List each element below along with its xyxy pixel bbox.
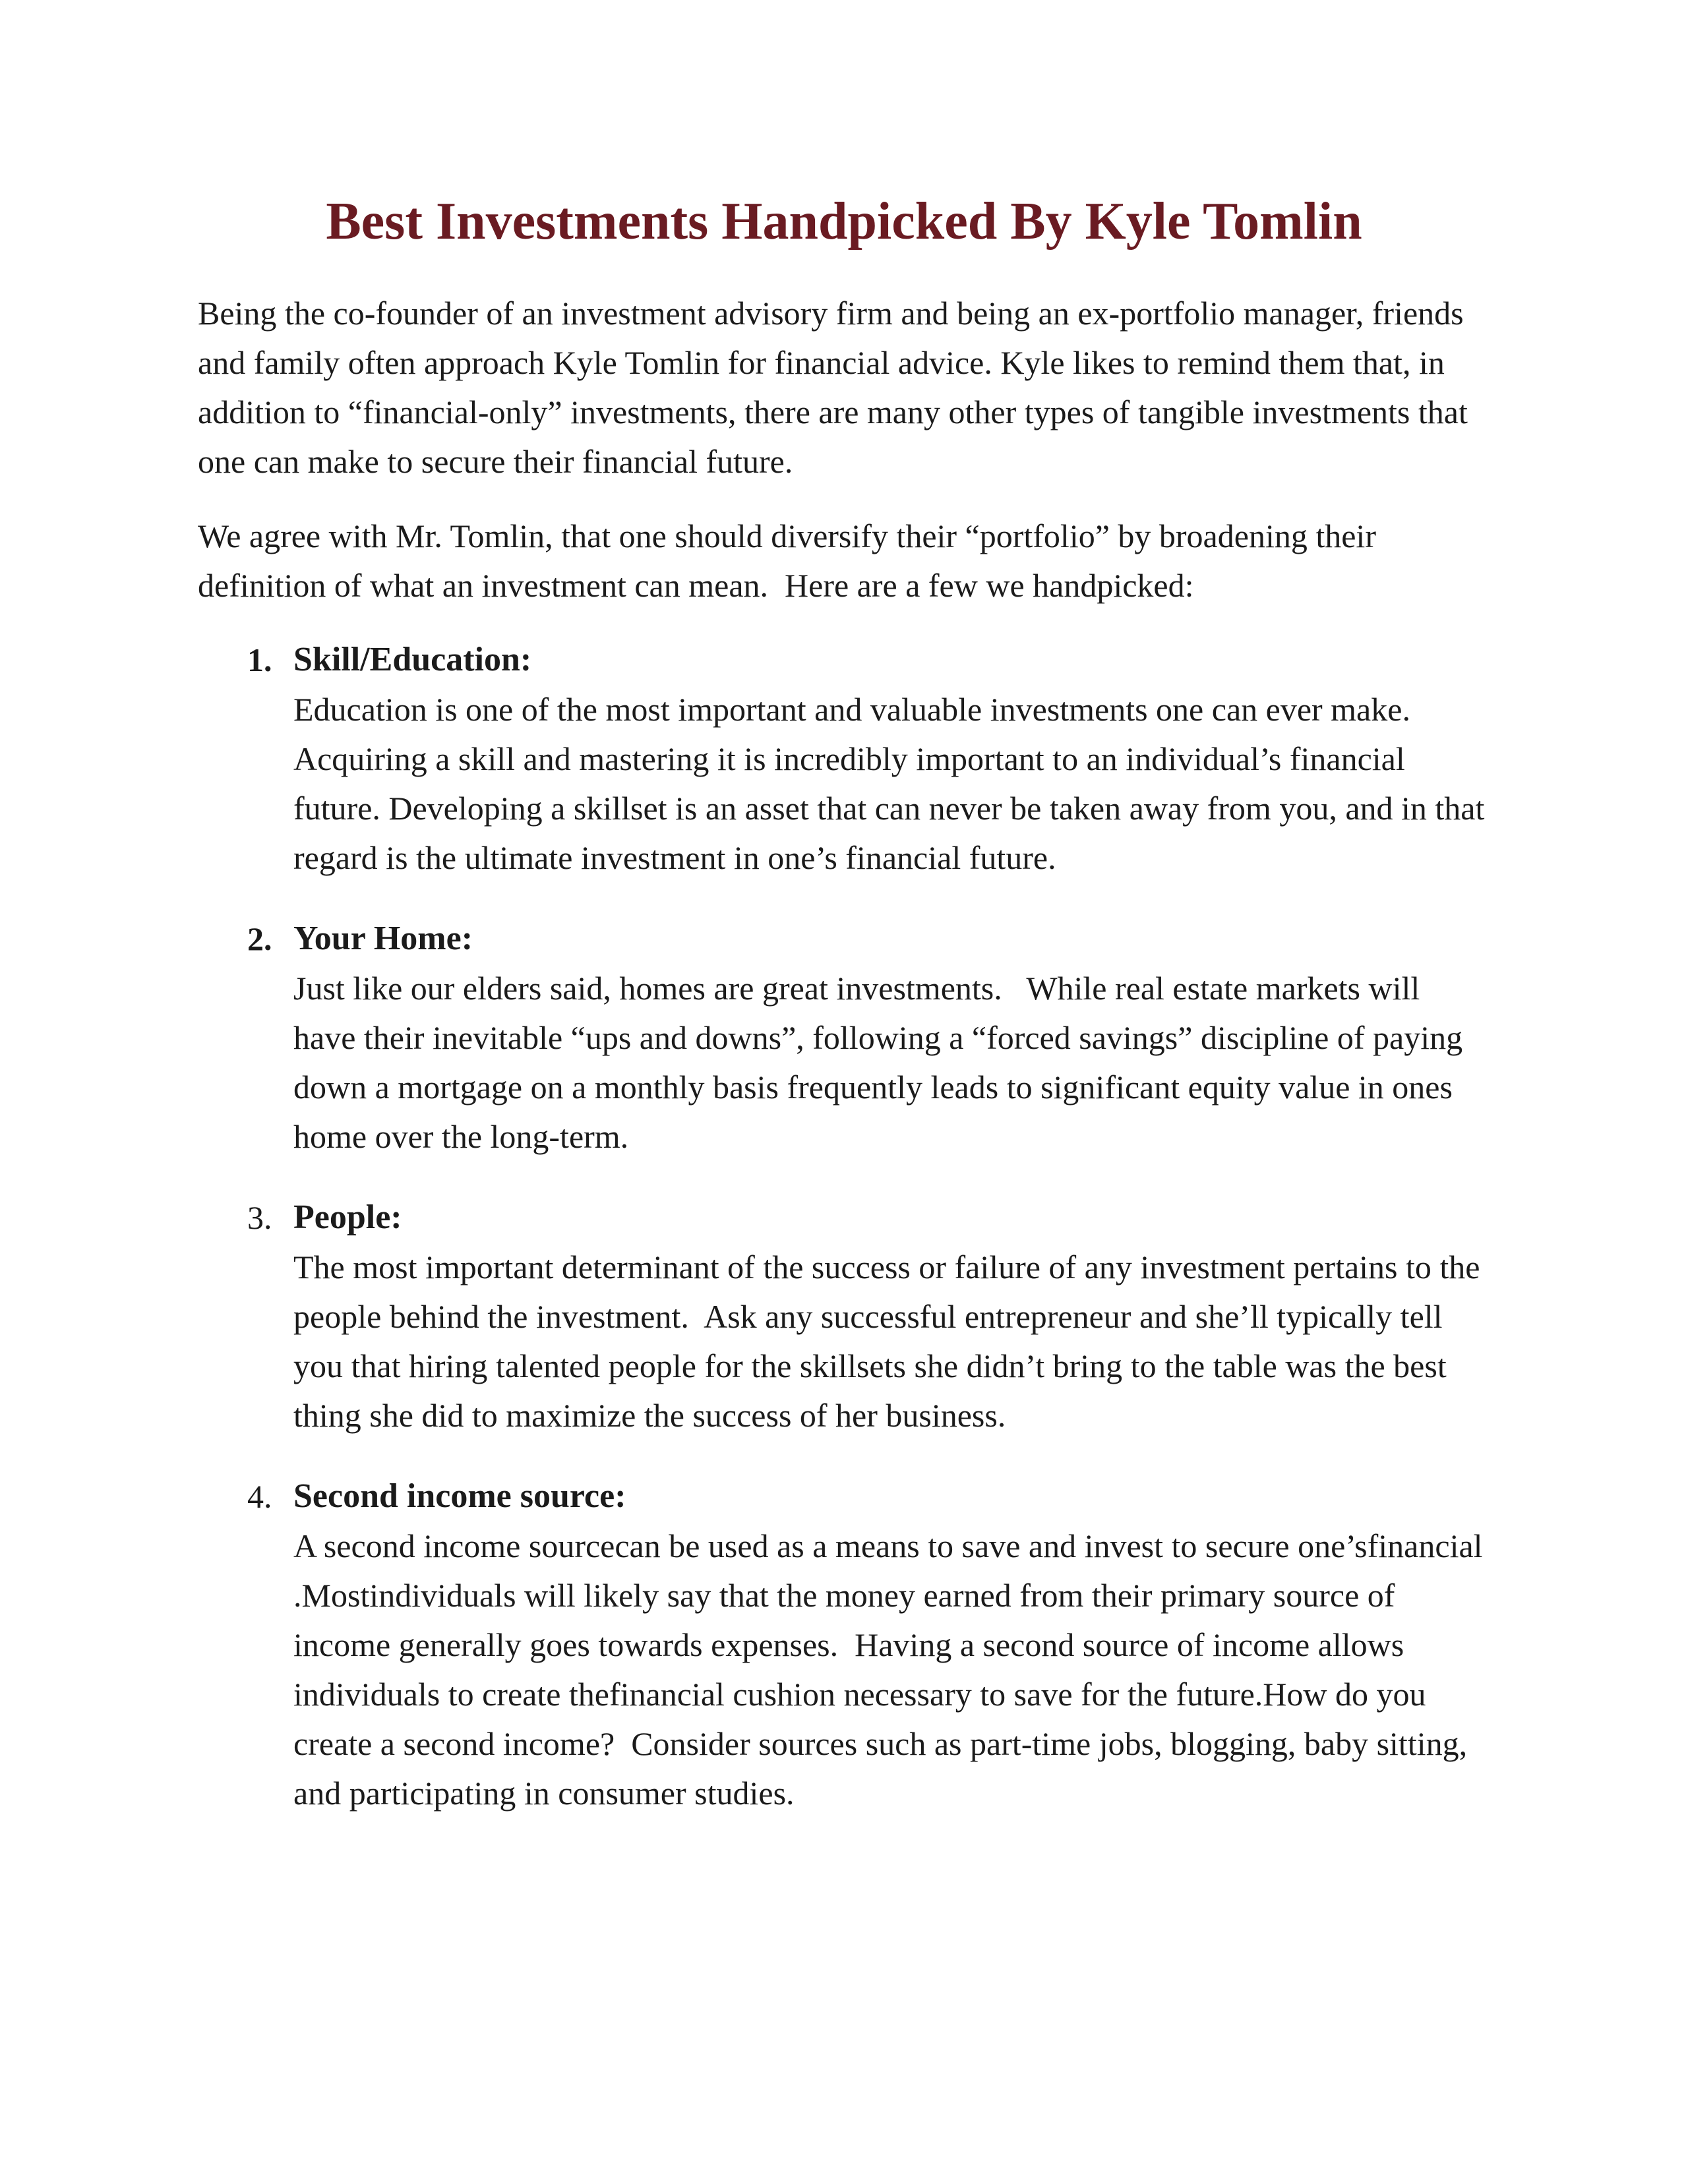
list-item-your-home — [198, 914, 1490, 1162]
list-item-body: Education is one of the most important and valuable investments one can ever make. Acquiring a skill and mastering it is incredibly important to an individual’s financial future. Developing a skillset is an asset that can never be taken away from you, and in that regard is the ultimate investment in one’s financial future. — [293, 690, 1493, 876]
list-item-heading: People: — [293, 1198, 402, 1236]
list-item-second-income — [198, 1472, 1490, 1818]
list-item-body: A second income sourcecan be used as a means to save and invest to secure one’sfinancial .Mostindividuals will likely say that the money earned from their primary source of income generally goes towards expenses. Having a second source of income allows individuals to create thefinancial cushion necessary to save for the future.How do you create a second income? Consider sources such as part-time jobs, blogging, baby sitting, and participating in consumer studies. — [293, 1527, 1492, 1812]
list-item-skill-education — [198, 635, 1493, 883]
list-item-heading: Skill/Education: — [293, 641, 532, 678]
list-item-number: 1. — [247, 641, 272, 678]
list-item-heading: Second income source: — [293, 1477, 626, 1515]
list-item-people — [198, 1193, 1490, 1440]
list-item-heading: Your Home: — [293, 919, 473, 957]
list-item-content — [293, 914, 1490, 1162]
intro-paragraph-2: We agree with Mr. Tomlin, that one should diversify their “portfolio” by broadening their definition of what an investment can mean. Here are a few we handpicked: — [198, 517, 1385, 604]
intro-paragraph-1: Being the co-founder of an investment advisory firm and being an ex-portfolio manager, friends and family often approach Kyle Tomlin for financial advice. Kyle likes to remind them that, in addition to “financial-only” investments, there are many other types of tangible investments that one can make to secure their financial future. — [198, 295, 1476, 480]
list-item-number: 4. — [247, 1477, 272, 1515]
investment-list — [198, 635, 1493, 1818]
list-item-body: Just like our elders said, homes are great investments. While real estate markets will have their inevitable “ups and downs”, following a “forced savings” discipline of paying down a mortgage on a monthly basis frequently leads to significant equity value in ones home over the long-term. — [293, 969, 1471, 1155]
list-item-number: 3. — [247, 1198, 272, 1236]
list-item-content — [293, 1472, 1490, 1818]
list-item-number: 2. — [247, 920, 272, 957]
page-title: Best Investments Handpicked By Kyle Tomlin — [326, 192, 1362, 251]
list-item-content — [293, 635, 1493, 883]
list-item-content — [293, 1193, 1490, 1440]
list-item-body: The most important determinant of the success or failure of any investment pertains to the people behind the investment. Ask any successful entrepreneur and she’ll typically tell you that hiring talented people for the skillsets she didn’t bring to the table was the best thing she did to maximize the success of her business. — [293, 1248, 1488, 1434]
